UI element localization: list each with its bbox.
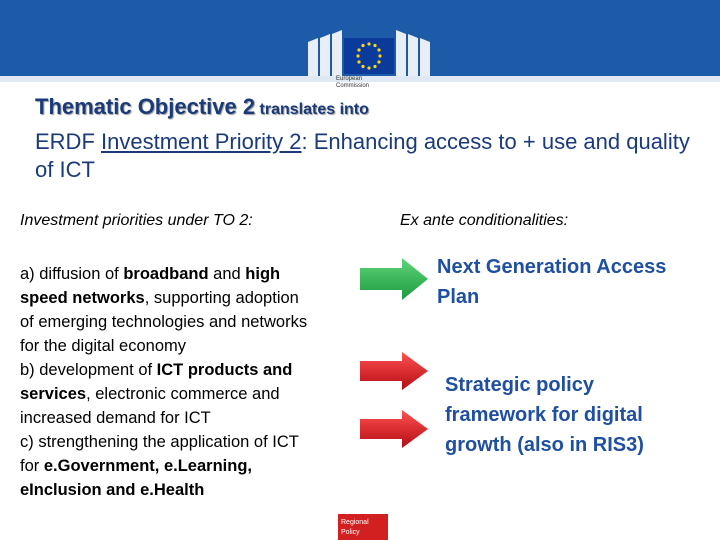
ex-ante-heading: Ex ante conditionalities: [400, 212, 569, 229]
nga-line1: Next Generation Access [437, 256, 667, 278]
red-arrow-icon [360, 350, 430, 392]
priority-a-line2: speed networks, supporting adoption [20, 289, 299, 307]
title-suffix: translates into [255, 101, 369, 118]
regional-policy-logo [338, 514, 388, 540]
logo-caption [336, 76, 369, 90]
subtitle-underlined: Investment Priority 2 [101, 129, 302, 154]
priority-c-line3: eInclusion and e.Health [20, 481, 205, 499]
priority-c-line1: c) strengthening the application of ICT [20, 433, 299, 451]
next-generation-access-plan [437, 252, 666, 312]
spf-line3: growth (also in RIS3) [445, 434, 644, 456]
logo-caption-line2: Commission [336, 83, 370, 89]
priority-b-line2: services, electronic commerce and [20, 385, 280, 403]
priority-c-line2: for e.Government, e.Learning, [20, 457, 252, 475]
footer-line1: Regional [341, 519, 369, 526]
footer-line2: Policy [341, 529, 360, 536]
page-title [35, 94, 369, 120]
spf-line2: framework for digital [445, 404, 643, 426]
priorities-list [20, 262, 380, 502]
green-arrow-icon [360, 256, 430, 302]
spf-line1: Strategic policy [445, 374, 594, 396]
priority-a-line4: for the digital economy [20, 337, 187, 355]
priority-a-line3: of emerging technologies and networks [20, 313, 308, 331]
subtitle-prefix: ERDF [35, 129, 101, 154]
investment-priorities-heading: Investment priorities under TO 2: [20, 212, 253, 229]
subtitle-rest: : Enhancing access to + use and quality of ICT [35, 129, 690, 182]
title-main: Thematic Objective 2 [35, 94, 256, 119]
strategic-policy-framework [445, 370, 644, 460]
logo-caption-line1: European [336, 76, 363, 82]
priority-a-line1: a) diffusion of broadband and high [20, 265, 281, 283]
nga-line2: Plan [437, 286, 480, 308]
priority-b-line3: increased demand for ICT [20, 409, 211, 427]
priority-b-line1: b) development of ICT products and [20, 361, 293, 379]
page-subtitle [35, 128, 695, 184]
red-arrow-icon [360, 408, 430, 450]
